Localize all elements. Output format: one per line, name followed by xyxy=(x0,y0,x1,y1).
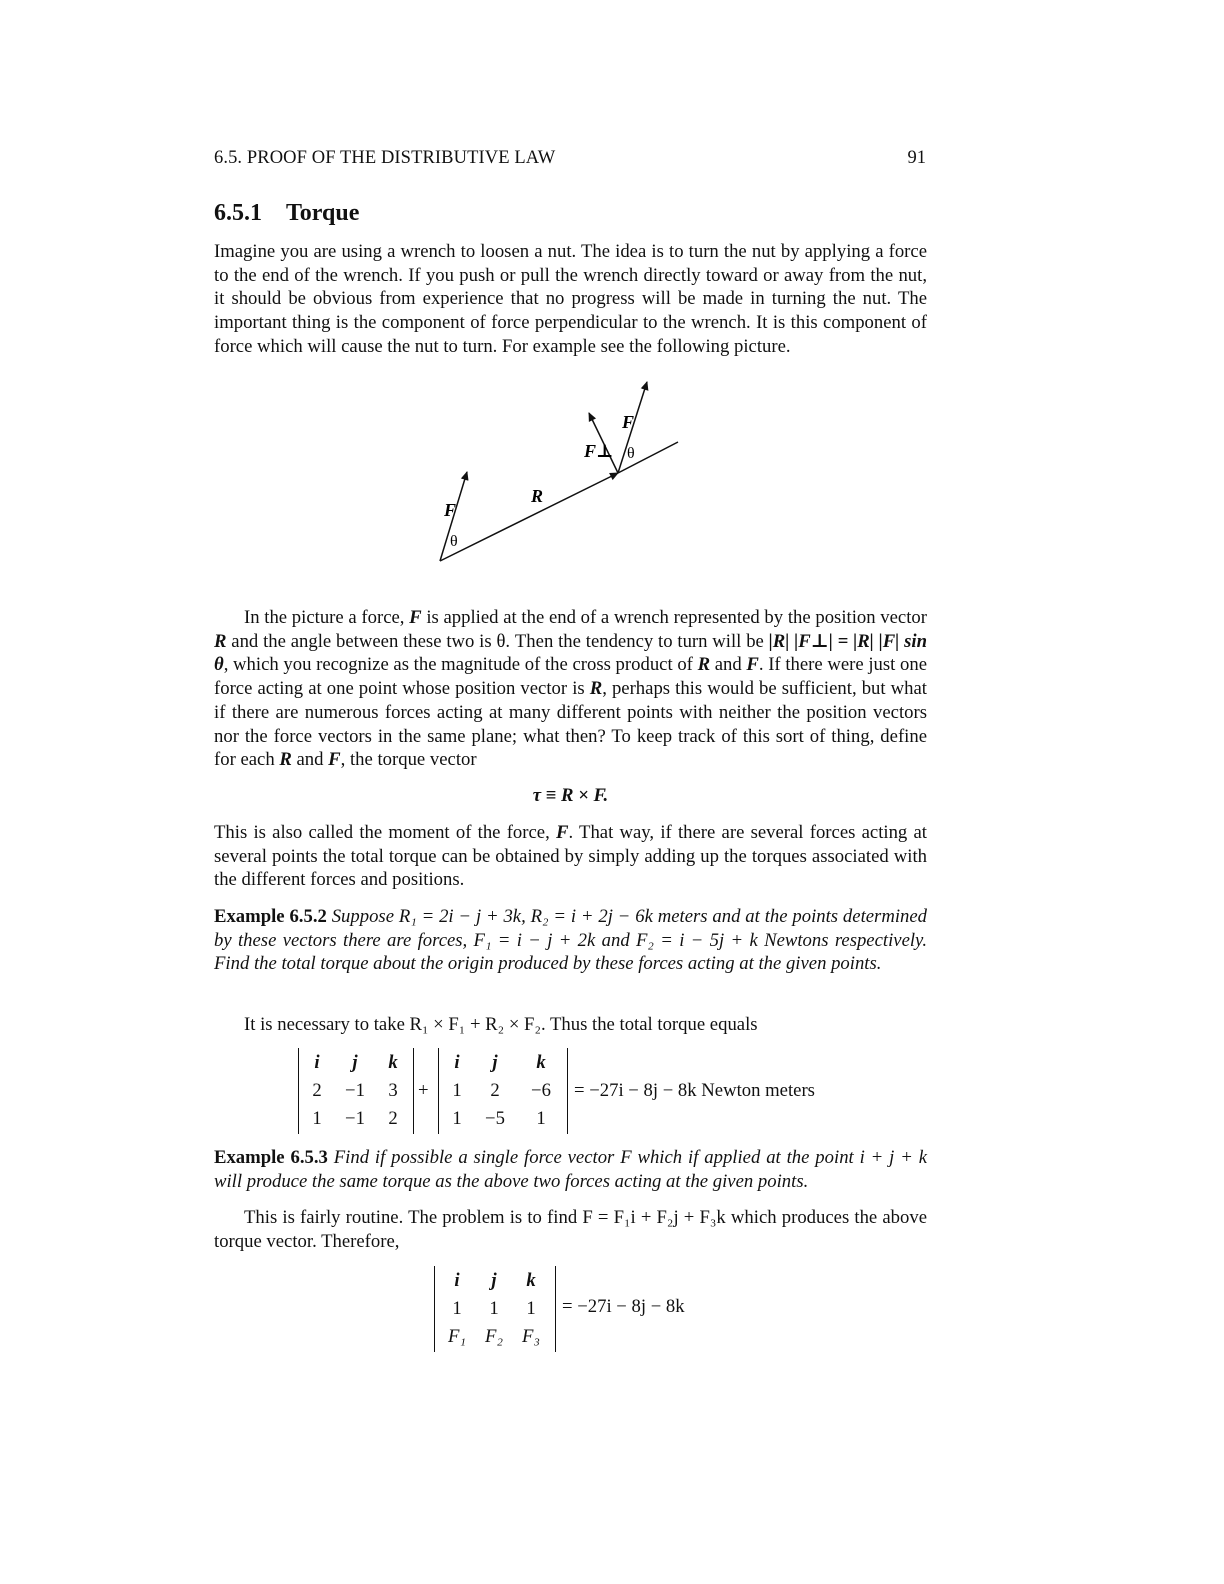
det-cell: −1 xyxy=(345,1080,365,1101)
det-cell: −5 xyxy=(485,1108,505,1129)
det-cell: 1 xyxy=(526,1298,536,1319)
text-run: . That way, if there are several forces acting at several points the total torque can be obtained by simply adding up the torques associated with the different forces and positions. xyxy=(214,822,927,891)
symbol-f: F xyxy=(746,654,759,676)
paragraph-torque-explanation xyxy=(214,606,927,772)
det-cell: 1 xyxy=(452,1108,462,1129)
intro-paragraph: Imagine you are using a wrench to loosen a nut. The idea is to turn the nut by applying a force to the end of the wrench. If you push or pull the wrench directly toward or away from the nut, it should be obvious from experience that no progress will be made in turning the nut. The important thing is the component of force perpendicular to the wrench. It is this component of force which will cause the nut to turn. For example see the following picture. xyxy=(214,241,927,357)
section-title: Torque xyxy=(286,200,360,226)
symbol-r: R xyxy=(214,630,227,652)
paragraph-total-torque: It is necessary to take R₁ × F₁ + R₂ × F₂. Thus the total torque equals xyxy=(244,1014,758,1035)
example-6-5-3 xyxy=(214,1146,927,1193)
det-cell: 1 xyxy=(452,1298,462,1319)
text-run: and xyxy=(710,654,747,676)
r-vector-line xyxy=(440,473,618,561)
det-cell: −1 xyxy=(345,1108,365,1129)
text-run: . If there were just one force acting at one point whose position vector is xyxy=(214,654,928,700)
label-f-perp: F⊥ xyxy=(584,441,614,461)
det-cell: j xyxy=(491,1270,497,1291)
example-label: Example 6.5.2 xyxy=(214,906,327,927)
det-cell: j xyxy=(352,1052,358,1073)
torque-definition-equation: τ ≡ R × F. xyxy=(532,785,609,806)
det-cell: 3 xyxy=(388,1080,398,1101)
det-cell: i xyxy=(454,1052,460,1073)
symbol-f: F xyxy=(328,749,341,771)
text-run: This is also called the moment of the force, xyxy=(214,822,556,843)
det-cell: 1 xyxy=(312,1108,322,1129)
section-heading xyxy=(214,200,359,227)
example-text: Suppose R₁ = 2i − j + 3k, R₂ = i + 2j − 6k meters and at the points determined by these vectors there are forces, F₁ = i − j + 2k and F₂ = i − 5j + k Newtons respectively. Find the total torque about the origin produced by these forces acting at the given points. xyxy=(214,906,927,975)
page-number: 91 xyxy=(907,148,926,168)
torque-result: = −27i − 8j − 8k Newton meters xyxy=(574,1080,815,1101)
det-cell: 1 xyxy=(452,1080,462,1101)
text-run: and the angle between these two is θ. Then the tendency to turn will be xyxy=(226,630,769,652)
example-6-5-2 xyxy=(214,905,927,976)
det-cell: F₂ xyxy=(485,1326,503,1347)
determinant-left xyxy=(298,1048,414,1134)
det-cell: F₃ xyxy=(522,1326,540,1347)
det-cell: i xyxy=(314,1052,320,1073)
running-header: 6.5. PROOF OF THE DISTRIBUTIVE LAW xyxy=(214,148,556,168)
det-cell: 1 xyxy=(489,1298,499,1319)
text-run: , perhaps this would be sufficient, but what if there are numerous forces acting at many different points with neither the position vectors nor the force vectors in the same plane; what then? To keep track of this sort of thing, define for each xyxy=(214,678,927,771)
det-cell: k xyxy=(526,1270,536,1291)
plus-sign: + xyxy=(418,1080,429,1101)
torque-magnitude-formula: |R| |F⊥| = |R| |F| sin θ xyxy=(214,630,927,676)
paragraph-routine: This is fairly routine. The problem is to find F = F₁i + F₂j + F₃k which produces the above torque vector. Therefore, xyxy=(214,1207,927,1252)
det-cell: i xyxy=(454,1270,460,1291)
det-cell: 2 xyxy=(388,1108,398,1129)
text-run: and xyxy=(291,749,329,771)
det-cell: j xyxy=(492,1052,498,1073)
torque-equation-result: = −27i − 8j − 8k xyxy=(562,1296,685,1317)
det-cell: 1 xyxy=(536,1108,546,1129)
text-run: , the torque vector xyxy=(340,749,477,771)
paragraph-moment xyxy=(214,821,927,892)
det-cell: F₁ xyxy=(448,1326,466,1347)
text-run: is applied at the end of a wrench represented by the position vector xyxy=(421,607,927,628)
symbol-r: R xyxy=(697,654,711,676)
det-cell: 2 xyxy=(490,1080,500,1101)
det-cell: k xyxy=(536,1052,546,1073)
label-theta-left: θ xyxy=(450,533,458,550)
symbol-r: R xyxy=(589,678,603,700)
symbol-f: F xyxy=(409,607,422,628)
torque-figure xyxy=(420,378,700,568)
label-r: R xyxy=(531,486,544,506)
example-text: Find if possible a single force vector F which if applied at the point i + j + k will produce the same torque as the above two forces acting at the given points. xyxy=(214,1147,928,1192)
text-run: In the picture a force, xyxy=(244,607,410,628)
det-cell: k xyxy=(388,1052,398,1073)
det-cell: −6 xyxy=(531,1080,551,1101)
example-label: Example 6.5.3 xyxy=(214,1147,328,1168)
det-cell: 2 xyxy=(312,1080,322,1101)
label-f-right: F xyxy=(622,412,635,432)
symbol-f: F xyxy=(556,822,569,843)
label-theta-right: θ xyxy=(627,445,635,462)
section-number: 6.5.1 xyxy=(214,200,262,226)
determinant-right xyxy=(438,1048,568,1134)
label-f-left: F xyxy=(444,500,457,520)
text-run: , which you recognize as the magnitude of the cross product of xyxy=(223,654,698,676)
symbol-r: R xyxy=(279,749,292,771)
determinant-unknown-force xyxy=(434,1266,556,1352)
